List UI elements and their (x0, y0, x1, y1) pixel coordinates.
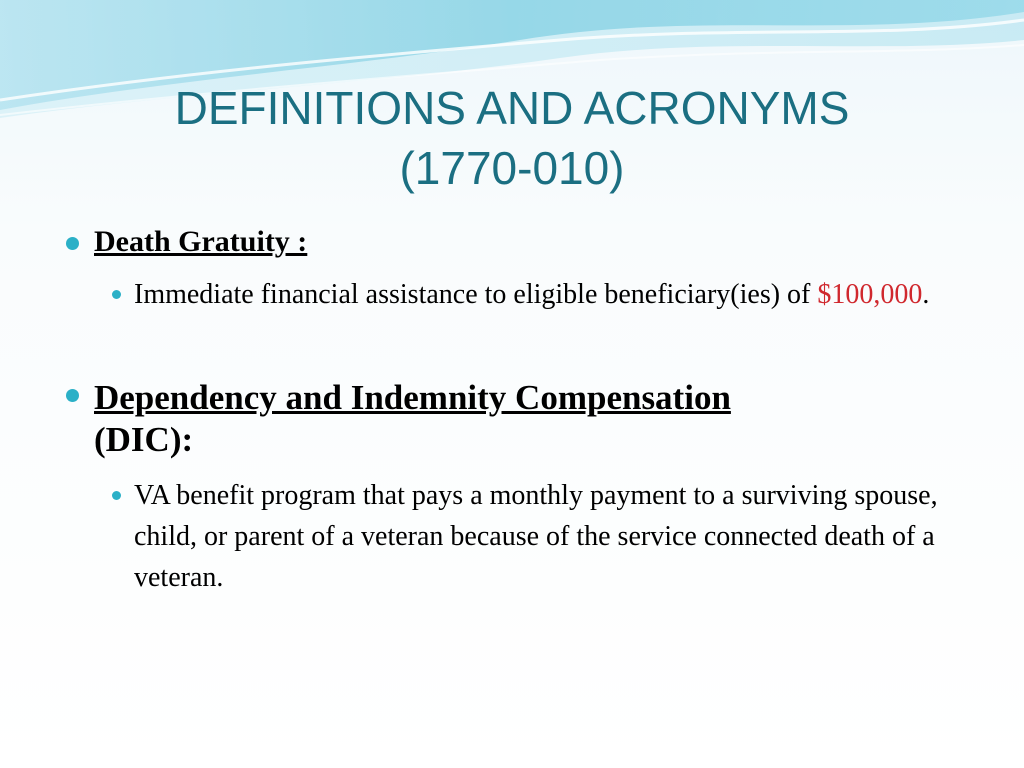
bullet-dot-icon (66, 237, 79, 250)
death-gratuity-amount: $100,000 (817, 279, 923, 310)
bullet-dot-icon (66, 389, 79, 402)
death-gratuity-definition (102, 274, 982, 315)
title-line-2: (1770-010) (399, 142, 625, 194)
bullet-dic (62, 377, 982, 461)
dic-text: VA benefit program that pays a monthly payment to a surviving spouse, child, or parent of a veteran because of the service connected death of a veteran. (134, 480, 938, 593)
death-gratuity-heading: Death Gratuity : (94, 225, 308, 258)
dic-heading-line-2: (DIC): (94, 420, 194, 459)
sub-bullet-dot-icon (112, 491, 121, 500)
slide-title (40, 78, 984, 198)
death-gratuity-text: Immediate financial assistance to eligible beneficiary(ies) of (134, 279, 818, 310)
dic-heading-line-1: Dependency and Indemnity Compensation (94, 378, 731, 417)
slide-body (62, 222, 982, 598)
bullet-death-gratuity (62, 222, 982, 262)
dic-definition (102, 475, 982, 598)
death-gratuity-period: . (922, 279, 930, 310)
sub-bullet-dot-icon (112, 290, 121, 299)
title-line-1: DEFINITIONS AND ACRONYMS (174, 82, 850, 134)
dic-heading (94, 377, 982, 461)
